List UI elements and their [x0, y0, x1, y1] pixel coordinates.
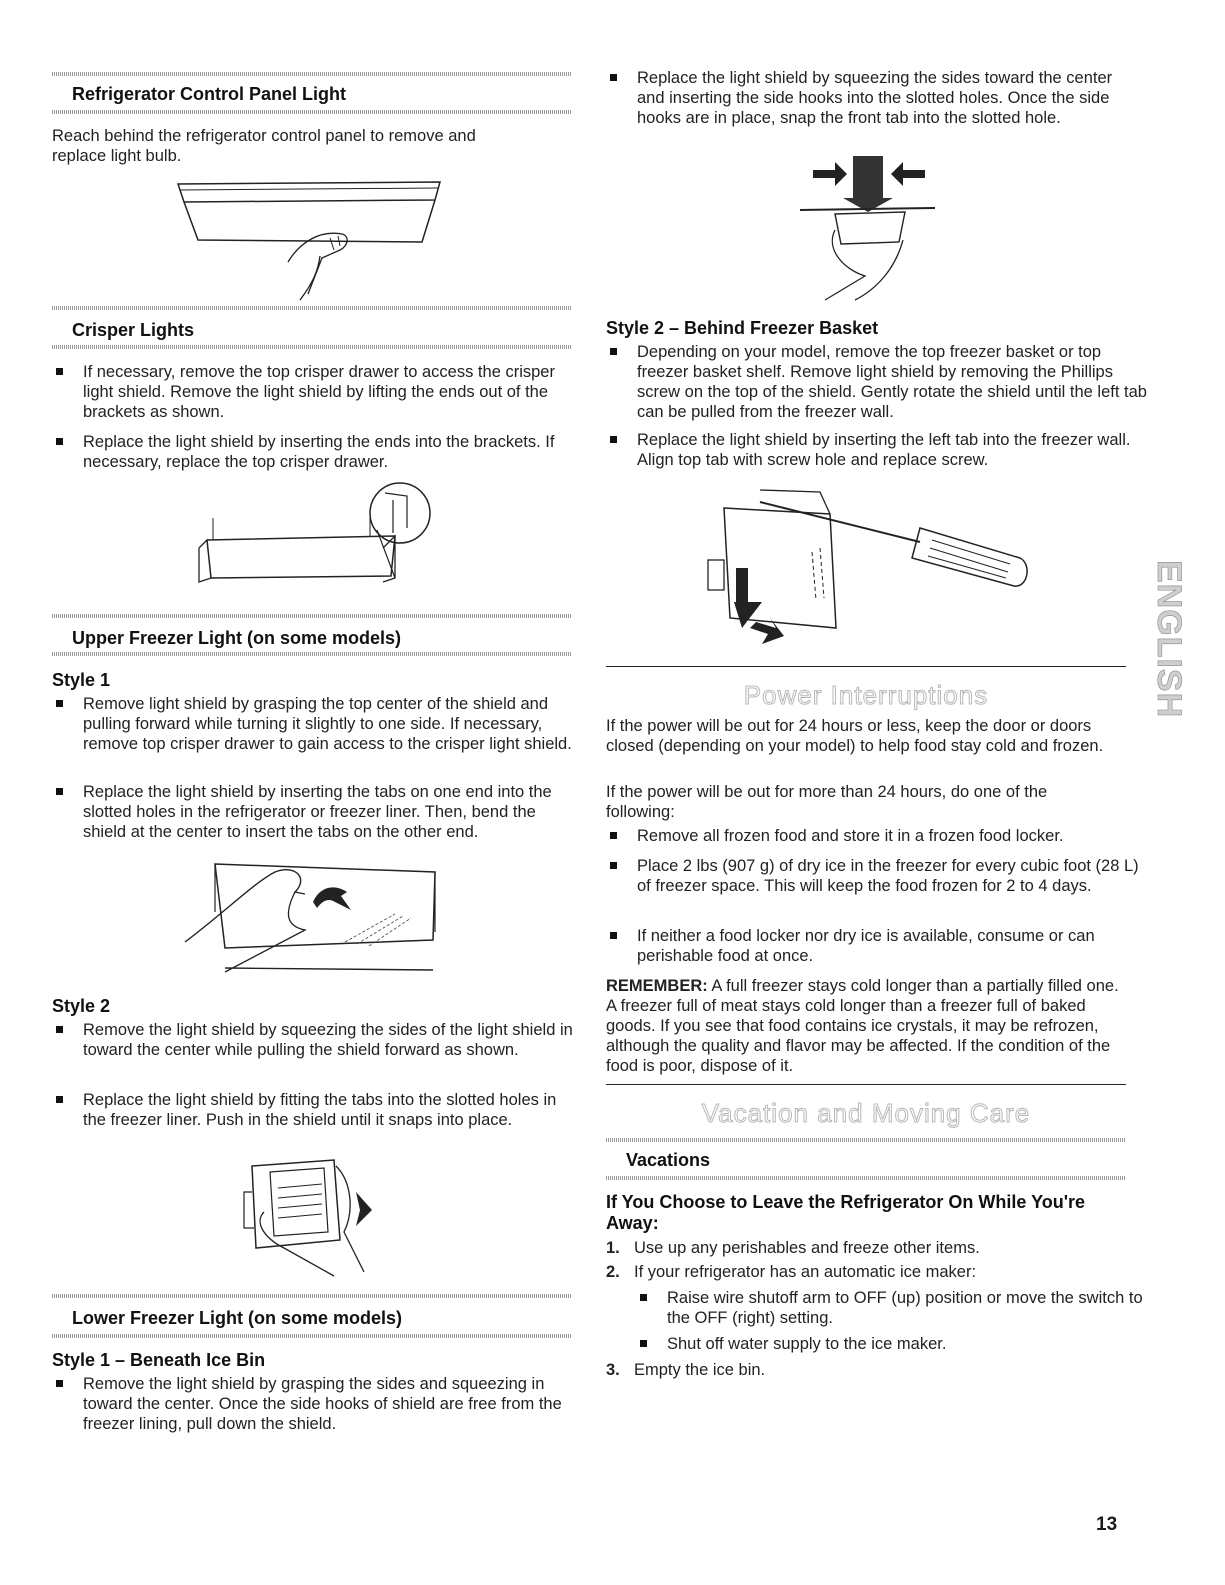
power-bullet-3: If neither a food locker nor dry ice is available, consume or can perishable food at once. [606, 926, 1147, 966]
remember-text: A full freezer stays cold longer than a partially filled one. A freezer full of meat stays cold longer than a freezer full of baked goods. If you see that food contains ice crystals, it may be refrozen, although the quality and flavor may be affected. If the condition of the food is poor, dispose of it. [606, 977, 1119, 1075]
section-divider [52, 1294, 572, 1298]
section-divider [52, 306, 572, 310]
upper-style1-bullet-1: Remove light shield by grasping the top center of the shield and pulling forward while turning it slightly to one side. If necessary, remove top crisper drawer to gain access to the crisper light shield. [52, 694, 583, 754]
control-panel-title: Refrigerator Control Panel Light [72, 84, 347, 104]
upper-freezer-illustration [185, 852, 445, 982]
squeeze-illustration [795, 150, 945, 305]
upper-style2-bullet-2: Replace the light shield by fitting the tabs into the slotted holes in the freezer liner. Push in the shield until it snaps into place. [52, 1090, 583, 1130]
section-divider [52, 652, 572, 656]
section-divider [52, 614, 572, 618]
section-divider [606, 1176, 1126, 1180]
remember-label: REMEMBER: [606, 977, 708, 995]
crisper-bullet-2: Replace the light shield by inserting the ends into the brackets. If necessary, replace the top crisper drawer. [52, 432, 571, 472]
power-rule [606, 666, 1126, 667]
vacations-subtitle: Vacations [626, 1150, 711, 1170]
crisper-illustration [195, 478, 435, 598]
side-tab-label: ENGLISH [1150, 560, 1188, 719]
power-bullet-1: Remove all frozen food and store it in a frozen food locker. [606, 826, 1147, 846]
right-top-bullet: Replace the light shield by squeezing the sides toward the center and inserting the side hooks into the slotted holes. Once the side hooks are in place, snap the front tab into the slotted hole. [606, 68, 1137, 128]
style1-title: Style 1 [52, 670, 111, 690]
power-p1: If the power will be out for 24 hours or less, keep the door or doors closed (depending on your model) to help food stay cold and frozen. [606, 717, 1104, 755]
lower-bullet-1: Remove the light shield by grasping the sides and squeezing in toward the center. Once the side hooks of shield are free from the freezer lining, pull down the shield. [52, 1374, 593, 1434]
section-divider [52, 72, 572, 76]
screw-illustration [700, 478, 1040, 653]
section-divider [606, 1138, 1126, 1142]
upper-style2-bullet-1: Remove the light shield by squeezing the sides of the light shield in toward the center while pulling the shield forward as shown. [52, 1020, 583, 1060]
control-panel-text: Reach behind the refrigerator control panel to remove and replace light bulb. [52, 127, 476, 165]
control-panel-illustration [170, 172, 460, 302]
vacation-sub-bullet-1: Raise wire shutoff arm to OFF (up) position or move the switch to the OFF (right) setting. [636, 1288, 1147, 1328]
vacation-step-3: 3. Empty the ice bin. [606, 1361, 766, 1379]
right-style2-bullet-2: Replace the light shield by inserting the left tab into the freezer wall. Align top tab with screw hole and replace screw. [606, 430, 1147, 470]
style2-title: Style 2 [52, 996, 111, 1016]
vacation-sub-bullet-2: Shut off water supply to the ice maker. [636, 1334, 1147, 1354]
crisper-title: Crisper Lights [72, 320, 195, 340]
crisper-bullet-1: If necessary, remove the top crisper drawer to access the crisper light shield. Remove the light shield by lifting the ends out of the brackets as shown. [52, 362, 571, 422]
vacation-heading: If You Choose to Leave the Refrigerator On While You're Away: [606, 1192, 1086, 1233]
section-divider [52, 110, 572, 114]
vacation-step-1: 1. Use up any perishables and freeze other items. [606, 1239, 980, 1257]
upper-freezer-title: Upper Freezer Light (on some models) [72, 628, 402, 648]
vacation-rule [606, 1084, 1126, 1085]
lower-style1-title: Style 1 – Beneath Ice Bin [52, 1350, 266, 1370]
power-title: Power Interruptions [743, 680, 989, 710]
vacation-step-2: 2. If your refrigerator has an automatic ice maker: [606, 1263, 977, 1281]
power-p2: If the power will be out for more than 24 hours, do one of the following: [606, 783, 1048, 821]
style2-illustration [244, 1152, 394, 1282]
right-style2-bullet-1: Depending on your model, remove the top freezer basket or top freezer basket shelf. Remove light shield by removing the Phillips screw on the top of the shield. Gently rotate the shield until the left tab can be pulled from the freezer wall. [606, 342, 1147, 422]
section-divider [52, 1334, 572, 1338]
english-side-tab [1150, 560, 1190, 770]
power-bullet-2: Place 2 lbs (907 g) of dry ice in the freezer for every cubic foot (28 L) of freezer space. This will keep the food frozen for 2 to 4 days. [606, 856, 1147, 896]
remember-paragraph [606, 976, 1122, 1076]
lower-freezer-title: Lower Freezer Light (on some models) [72, 1308, 403, 1328]
section-divider [52, 345, 572, 349]
vacation-title: Vacation and Moving Care [701, 1098, 1031, 1128]
upper-style1-bullet-2: Replace the light shield by inserting the tabs on one end into the slotted holes in the refrigerator or freezer liner. Then, bend the shield at the center to insert the tabs on the other end. [52, 782, 583, 842]
right-style2-title: Style 2 – Behind Freezer Basket [606, 318, 879, 338]
page-number: 13 [1096, 1514, 1118, 1535]
